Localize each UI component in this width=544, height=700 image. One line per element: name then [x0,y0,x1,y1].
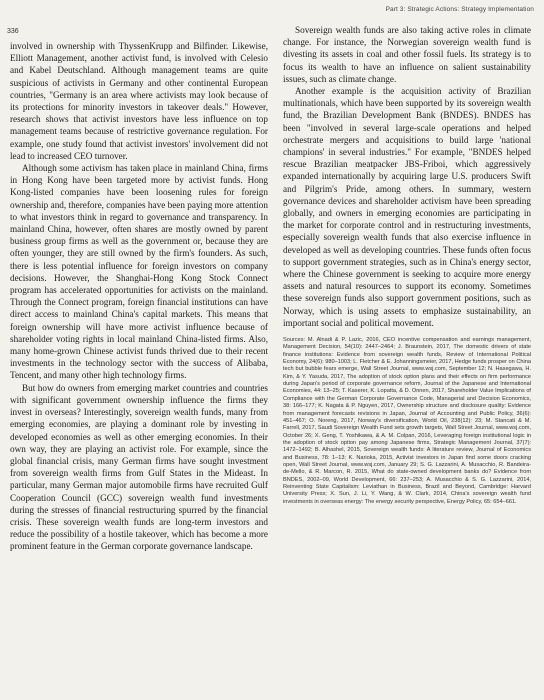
paragraph: Sovereign wealth funds are also taking active roles in climate change. For instance, the Norwegian sovereign wealth fund is divesting its assets in coal and other fossil fuels. Its strategy is to focus its wealth to have an influence on salient sustainability issues, such as climate change. [283,25,531,84]
running-head: Part 3: Strategic Actions: Strategy Implementation [385,6,534,13]
sources-note: Sources: M. Alnadi & P. Lazic, 2016, CEO incentive compensation and earnings management, Management Decision, 54(10): 2447–2464; J. Braunstein, 2017, The domestic drivers of state finance institutions: Evidence from sovereign wealth funds, Review of International Political Economy, 24(6): 980–1003; L. Fletcher & E. Johanningsmeier, 2017, Hedge funds prosper on China tech but bubble fears emerge, Wall Street Journal, www.wsj.com, September 12; N. Hasegawa, H. Kim, & Y. Yasuda, 2017, The adoption of stock option plans and their effects on firm performance during Japan's period of corporate governance reform, Journal of the Japanese and International Economies, 44: 13–25; T. Kaserer, K. Lopatta, & D. Onnen, 2017, Shareholder Value Implications of Compliance with the German Corporate Governance Code, Managerial and Decision Economics, 38: 166–177; K. Nagata & P. Nguyen, 2017, Ownership structure and disclosure quality: Evidence from management forecasts revisions in Japan, Journal of Accounting and Public Policy, 36(6): 451–467; O. Noreng, 2017, Norway's diversification, World Oil, 238(12): 23; M. Stancati & M. Farrell, 2017, Saudi Sovereign Wealth Fund sets growth targets, Wall Street Journal, www.wsj.com, October 26; X. Geng, T. Yoshikawa, & A. M. Colpan, 2016, Leveraging foreign institutional logic in the adoption of stock option pay among Japanese firms, Strategic Management Journal, 37(7): 1472–1492; B. Alhashel, 2015, Sovereign wealth funds: A literature review, Journal of Economics and Business, 78: 1–13; K. Narioka, 2015, Activist investors in Japan find some doors cracking open, Wall Street Journal, www.wsj.com, January 29; S. G. Lazzarini, A. Musacchio, R. Bandeira-de-Mello, & R. Marcon, R. 2015, What do state-owned development banks do? Evidence from BNDES, 2002–09, World Development, 66: 237–253; A. Musacchio & S. G. Lazzarini, 2014, Reinventing State Capitalism: Leviathan in Business, Brazil and Beyond, Cambridge: Harvard University Press; X. Sun, J. Li, Y. Wang, & W. Clark, 2014, China's sovereign wealth fund investments in overseas energy: The energy security perspective, Energy Policy, 65: 654–661. [283,337,531,505]
left-column [10,40,268,553]
paragraph: involved in ownership with ThyssenKrupp and Bilfinder. Likewise, Elliott Management, another activist fund, is involved with Celesio and Kabel Deutschland. Although management teams are quite suspicious of activists in Germany and other continental European countries, "Germany is an area where activists may look because of its protections for minority investors in takeover deals." However, research shows that activist investors have less influence on top management teams because of restrictive governance regulation. For example, one study found that activist investors' involvement did not lead to increased CEO turnover. [10,41,268,161]
paragraph: But how do owners from emerging market countries and countries with significant government ownership influence the firms they invest in overseas? Interestingly, sovereign wealth funds, many from emerging economies, are playing a dominant role by investing in developed economies as well as other emerging economies. In their own way, they are playing an activist role. For example, since the global financial crisis, many German firms have sought investment from sovereign wealth firms from Gulf States in the Mideast. In particular, many German major automobile firms have recruited Gulf Cooperation Council (GCC) sovereign wealth fund investments during the stresses of financial restructuring spurred by the financial crisis. These sovereign wealth funds are long-term investors and reduce the possibility of a hostile takeover, which has become a more prominent feature in the German corporate governance landscape. [10,382,268,552]
paragraph: Although some activism has taken place in mainland China, firms in Hong Kong have been targeted more by activist funds. Hong Kong-listed companies have been loosening rules for foreign ownership and, therefore, companies have been paying more attention to what investors think in regard to governance and transparency. In mainland China, however, often shares are mostly owned by parent business group firms as well as the government or, because they are often younger, they are still owned by the firm's founders. As such, there is less potential influence for foreign investors on company decisions. However, the Shanghai-Hong Kong Stock Connect program has accelerated opportunities for activists on the mainland. Through the Connect program, foreign financial institutions can have direct access to mainland China's capital markets. This means that foreign ownership will have more activist influence because of shareholder voting rights in local mainland China-listed firms. Also, many home-grown Chinese activist funds thrived due to their recent investments in the technology sector with the success of Alibaba, Tencent, and many other high technology firms. [10,163,268,381]
right-column [283,24,531,506]
page-number: 336 [7,28,19,35]
paragraph: Another example is the acquisition activity of Brazilian multinationals, which have been supported by its sovereign wealth fund, the Brazilian Development Bank (BNDES). BNDES has been "involved in several large-scale operations and helped orchestrate mergers and acquisitions to build large 'national champions' in several industries." For example, "BNDES helped rescue Brazilian meatpacker JBS-Friboi, which aggressively expanded internationally by acquiring large U.S. producers Swift and Pilgrim's Pride, among others. In summary, western governance devices and shareholder activism have been spreading globally, and owners in emerging economies are participating in the market for corporate control and in restructuring investments, especially sovereign wealth funds that also exercise influence in developed as well as developing countries. These funds often focus to support government strategies, such as in China's energy sector, where the Chinese government is seeking to acquire more energy assets and natural resources to support its economy. Sometimes these sovereign funds also support government positions, such as Norway, which is using assets to emphasize sustainability, an important social and political movement. [283,86,531,328]
